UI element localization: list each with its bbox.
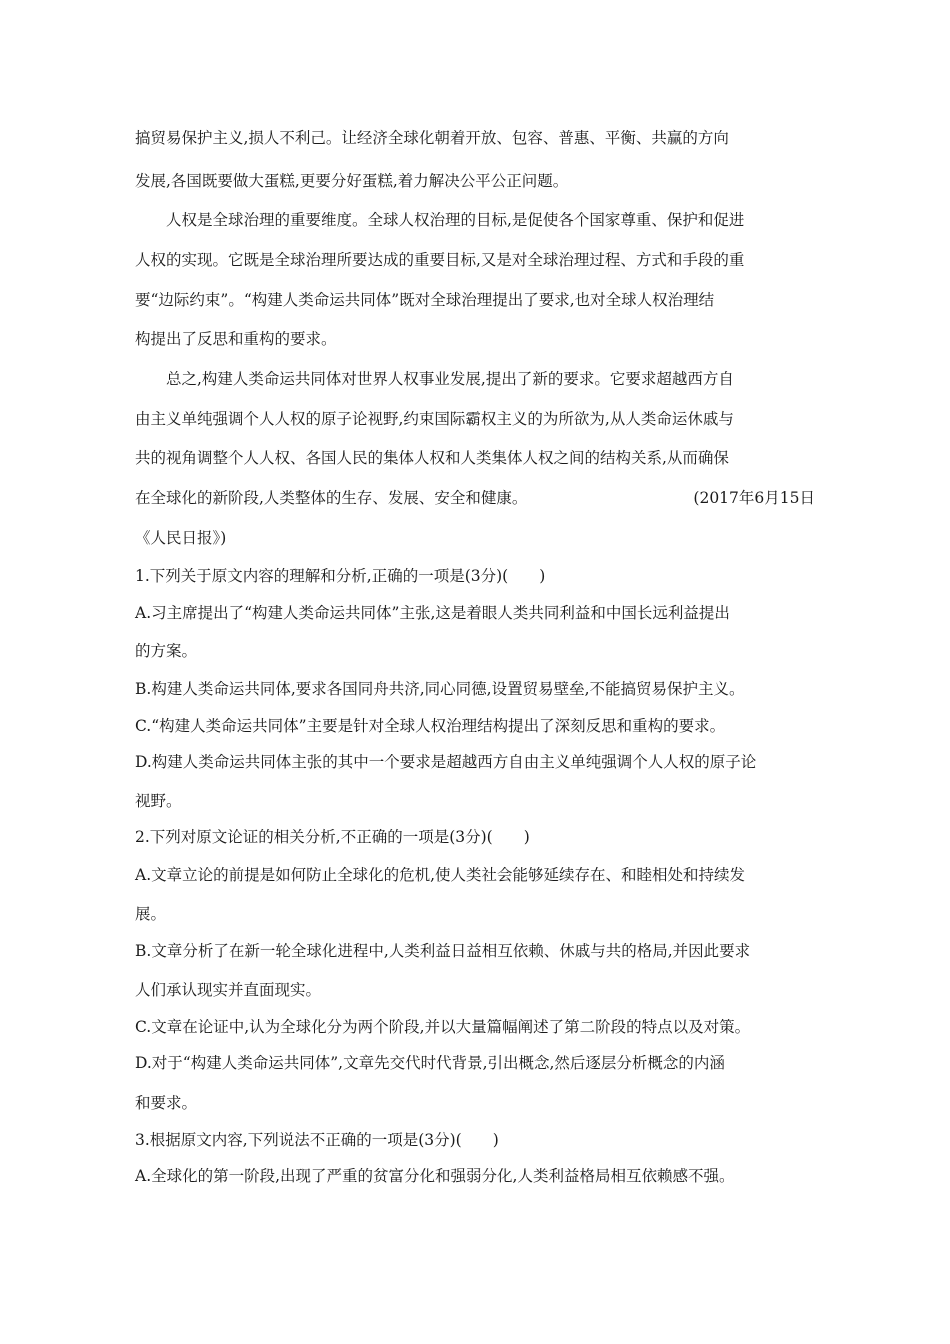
body-line: 共的视角调整个人人权、各国人民的集体人权和人类集体人权之间的结构关系,从而确保 [135, 449, 729, 467]
body-line-with-source [135, 488, 815, 508]
question-2-option-a: A.文章立论的前提是如何防止全球化的危机,使人类社会能够延续存在、和睦相处和持续发 [135, 866, 746, 884]
question-1-option-a-cont: 的方案。 [135, 642, 198, 660]
question-1-option-d-cont: 视野。 [135, 792, 182, 810]
question-1-option-a: A.习主席提出了“构建人类命运共同体”主张,这是着眼人类共同利益和中国长远利益提出 [135, 604, 730, 622]
question-2-stem: 2.下列对原文论证的相关分析,不正确的一项是(3分)( ) [135, 828, 530, 846]
question-1-stem: 1.下列关于原文内容的理解和分析,正确的一项是(3分)( ) [135, 567, 546, 585]
question-2-option-a-cont: 展。 [135, 905, 167, 923]
question-3-stem: 3.根据原文内容,下列说法不正确的一项是(3分)( ) [135, 1131, 499, 1149]
body-line: 构提出了反思和重构的要求。 [135, 330, 337, 348]
question-1-option-b: B.构建人类命运共同体,要求各国同舟共济,同心同德,设置贸易壁垒,不能搞贸易保护主义。 [135, 680, 745, 698]
body-line: 发展,各国既要做大蛋糕,更要分好蛋糕,着力解决公平公正问题。 [135, 172, 569, 190]
body-line: 由主义单纯强调个人人权的原子论视野,约束国际霸权主义的为所欲为,从人类命运休戚与 [135, 410, 734, 428]
body-line: 人权的实现。它既是全球治理所要达成的重要目标,又是对全球治理过程、方式和手段的重 [135, 251, 745, 269]
question-1-option-c: C.“构建人类命运共同体”主要是针对全球人权治理结构提出了深刻反思和重构的要求。 [135, 717, 726, 735]
source-date: (2017年6月15日 [693, 489, 815, 507]
question-2-option-b-cont: 人们承认现实并直面现实。 [135, 981, 322, 999]
body-line: 在全球化的新阶段,人类整体的生存、发展、安全和健康。 [135, 489, 528, 507]
body-line: 人权是全球治理的重要维度。全球人权治理的目标,是促使各个国家尊重、保护和促进 [166, 211, 745, 229]
question-3-option-a: A.全球化的第一阶段,出现了严重的贫富分化和强弱分化,人类利益格局相互依赖感不强。 [135, 1167, 735, 1185]
question-2-option-d: D.对于“构建人类命运共同体”,文章先交代时代背景,引出概念,然后逐层分析概念的内涵 [135, 1054, 725, 1072]
body-line: 总之,构建人类命运共同体对世界人权事业发展,提出了新的要求。它要求超越西方自 [166, 370, 734, 388]
body-line: 搞贸易保护主义,损人不利己。让经济全球化朝着开放、包容、普惠、平衡、共赢的方向 [135, 129, 729, 147]
question-2-option-b: B.文章分析了在新一轮全球化进程中,人类利益日益相互依赖、休戚与共的格局,并因此要求 [135, 942, 751, 960]
source-publication: 《人民日报》) [135, 529, 227, 547]
body-line: 要“边际约束”。“构建人类命运共同体”既对全球治理提出了要求,也对全球人权治理结 [135, 291, 715, 309]
question-1-option-d: D.构建人类命运共同体主张的其中一个要求是超越西方自由主义单纯强调个人人权的原子论 [135, 753, 757, 771]
question-2-option-d-cont: 和要求。 [135, 1094, 198, 1112]
question-2-option-c: C.文章在论证中,认为全球化分为两个阶段,并以大量篇幅阐述了第二阶段的特点以及对策。 [135, 1018, 751, 1036]
